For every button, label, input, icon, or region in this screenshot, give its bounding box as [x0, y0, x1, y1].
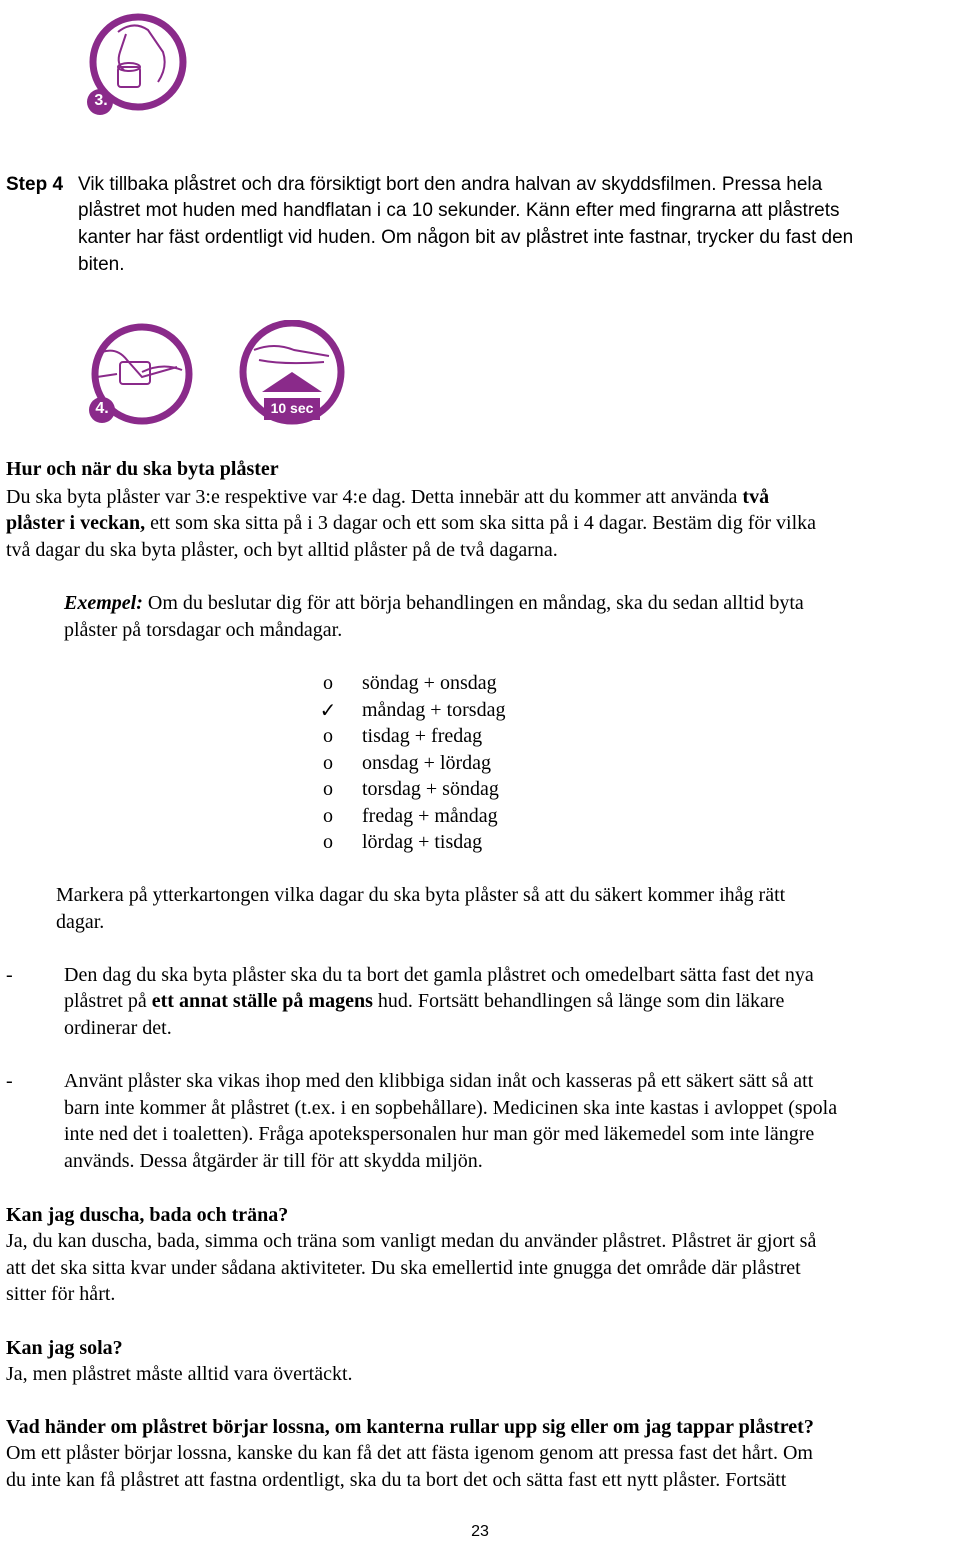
paragraph-line: Ja, men plåstret måste alltid vara övertäckt.	[6, 1363, 353, 1385]
note-line: Markera på ytterkartongen vilka dagar du ska byta plåster så att du säkert kommer ihåg rätt	[56, 884, 786, 906]
section-heading: Kan jag sola?	[6, 1337, 123, 1359]
step-4-text-line: biten.	[78, 254, 125, 275]
example-line: plåster på torsdagar och måndagar.	[64, 619, 343, 641]
list-item	[0, 723, 960, 749]
bullet-dash: -	[6, 964, 13, 986]
option-label: tisdag + fredag	[362, 725, 483, 747]
option-label: onsdag + lördag	[362, 752, 492, 774]
unchecked-marker: o	[323, 725, 333, 747]
unchecked-marker: o	[323, 752, 333, 774]
bullet-line: barn inte kommer åt plåstret (t.ex. i en sopbehållare). Medicinen ska inte kastas i avloppet (spola	[64, 1097, 838, 1119]
list-item	[0, 670, 960, 696]
bullet-line: ordinerar det.	[64, 1017, 172, 1039]
list-item	[0, 750, 960, 776]
step-3-badge: 3.	[94, 92, 108, 109]
bullet-dash: -	[6, 1070, 13, 1092]
section-heading: Kan jag duscha, bada och träna?	[6, 1204, 289, 1226]
option-label: söndag + onsdag	[362, 672, 497, 694]
press-10-sec-illustration	[234, 320, 354, 430]
bullet-line: plåstret på ett annat ställe på magens hud. Fortsätt behandlingen så länge som din läkare	[64, 990, 785, 1012]
paragraph-line: sitter för hårt.	[6, 1283, 116, 1305]
unchecked-marker: o	[323, 805, 333, 827]
option-label: lördag + tisdag	[362, 831, 483, 853]
step-4-label: Step 4	[6, 174, 64, 195]
option-label: fredag + måndag	[362, 805, 498, 827]
section-heading: Hur och när du ska byta plåster	[6, 458, 279, 480]
example-line: Exempel: Om du beslutar dig för att börja behandlingen en måndag, ska du sedan alltid byta	[64, 592, 804, 614]
note-line: dagar.	[56, 911, 105, 933]
paragraph-line: Ja, du kan duscha, bada, simma och träna som vanligt medan du använder plåstret. Plåstret är gjort så	[6, 1230, 817, 1252]
section-heading: Vad händer om plåstret börjar lossna, om kanterna rullar upp sig eller om jag tappar plåstret?	[6, 1416, 814, 1438]
list-item	[0, 803, 960, 829]
unchecked-marker: o	[323, 778, 333, 800]
paragraph-line: två dagar du ska byta plåster, och byt alltid plåster på de två dagarna.	[6, 539, 558, 561]
check-icon: ✓	[319, 698, 337, 722]
unchecked-marker: o	[323, 672, 333, 694]
page-number: 23	[471, 1523, 489, 1540]
step-4-text-line: kanter har fäst ordentligt vid huden. Om någon bit av plåstret inte fastnar, trycker du fast den	[78, 227, 854, 248]
list-item	[0, 829, 960, 855]
bullet-line: Den dag du ska byta plåster ska du ta bort det gamla plåstret och omedelbart sätta fast det nya	[64, 964, 814, 986]
paragraph-line: plåster i veckan, ett som ska sitta på i 3 dagar och ett som ska sitta på i 4 dagar. Bestäm dig för vilka	[6, 512, 817, 534]
step-3-illustration	[78, 12, 198, 122]
option-label: måndag + torsdag	[362, 699, 506, 721]
paragraph-line: du inte kan få plåstret att fastna ordentligt, ska du ta bort det och sätta fast ett nytt plåster. Fortsätt	[6, 1469, 787, 1491]
step-4-badge: 4.	[95, 400, 109, 417]
step-4-text-line: Vik tillbaka plåstret och dra försiktigt bort den andra halvan av skyddsfilmen. Pressa hela	[78, 174, 823, 195]
list-item	[0, 776, 960, 802]
bullet-line: inte ned det i toaletten). Fråga apotekspersonalen hur man gör med läkemedel som inte längre	[64, 1123, 815, 1145]
option-label: torsdag + söndag	[362, 778, 499, 800]
press-10-sec-badge: 10 sec	[270, 400, 314, 416]
unchecked-marker: o	[323, 831, 333, 853]
paragraph-line: att det ska sitta kvar under sådana aktiviteter. Du ska emellertid inte gnugga det område där plåstret	[6, 1257, 801, 1279]
list-item	[0, 697, 960, 723]
paragraph-line: Du ska byta plåster var 3:e respektive var 4:e dag. Detta innebär att du kommer att använda två	[6, 486, 770, 508]
bullet-line: används. Dessa åtgärder är till för att skydda miljön.	[64, 1150, 483, 1172]
bullet-line: Använt plåster ska vikas ihop med den klibbiga sidan inåt och kasseras på ett säkert sätt så att	[64, 1070, 814, 1092]
step-4-text-line: plåstret mot huden med handflatan i ca 10 sekunder. Känn efter med fingrarna att plåstrets	[78, 200, 840, 221]
step-4-illustration	[82, 322, 202, 430]
paragraph-line: Om ett plåster börjar lossna, kanske du kan få det att fästa igenom genom att pressa fast det hårt. Om	[6, 1442, 813, 1464]
